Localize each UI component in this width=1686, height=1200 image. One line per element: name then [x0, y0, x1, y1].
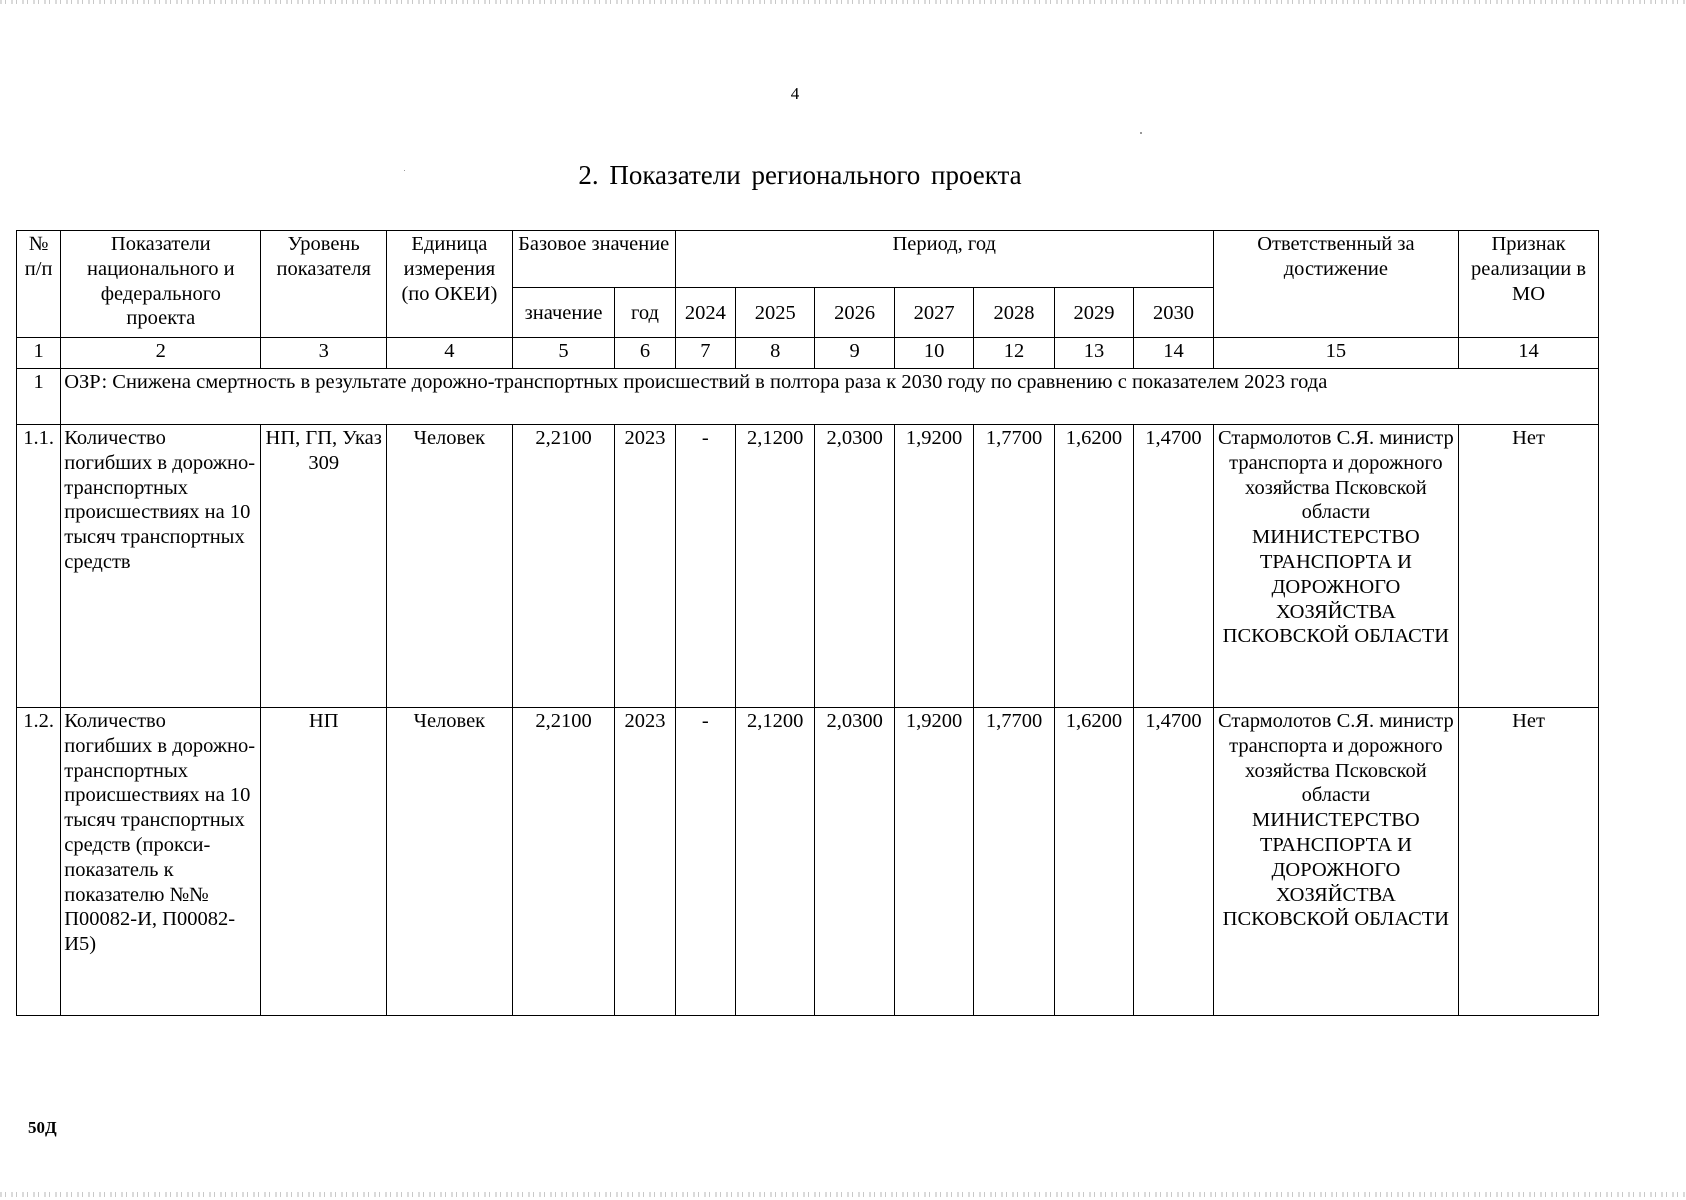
header-year: 2025: [735, 288, 814, 338]
header-unit: Единица измерения (по ОКЕИ): [387, 231, 513, 338]
row-value-2027: 1,9200: [894, 708, 973, 1016]
header-level: Уровень показателя: [261, 231, 387, 338]
scan-edge-top: [0, 0, 1686, 4]
row-mo-sign: Нет: [1459, 425, 1599, 708]
header-year: 2024: [675, 288, 735, 338]
row-unit: Человек: [387, 708, 513, 1016]
row-value-2025: 2,1200: [735, 425, 814, 708]
row-mo-sign: Нет: [1459, 708, 1599, 1016]
row-value-2029: 1,6200: [1054, 425, 1133, 708]
column-number: 1: [17, 338, 61, 369]
row-base-value: 2,2100: [512, 708, 615, 1016]
header-year: 2028: [974, 288, 1054, 338]
column-number: 4: [387, 338, 513, 369]
goal-row: [17, 369, 1599, 425]
column-number: 2: [61, 338, 261, 369]
column-number: 6: [615, 338, 675, 369]
row-value-2028: 1,7700: [974, 708, 1054, 1016]
row-value-2028: 1,7700: [974, 425, 1054, 708]
header-base-year: год: [615, 288, 675, 338]
row-level: НП, ГП, Указ 309: [261, 425, 387, 708]
row-base-year: 2023: [615, 425, 675, 708]
column-number: 8: [735, 338, 814, 369]
column-number: 12: [974, 338, 1054, 369]
row-value-2026: 2,0300: [815, 708, 894, 1016]
column-number: 7: [675, 338, 735, 369]
header-base: Базовое значение: [512, 231, 675, 288]
header-year: 2030: [1134, 288, 1214, 338]
row-base-year: 2023: [615, 708, 675, 1016]
header-mo-sign: Признак реализации в МО: [1459, 231, 1599, 338]
row-base-value: 2,2100: [512, 425, 615, 708]
row-indicator: Количество погибших в дорожно-транспортных происшествиях на 10 тысяч транспортных средств (прокси-показатель к показателю №№ П00082-И, П00082- И5): [61, 708, 261, 1016]
header-responsible: Ответственный за достижение: [1213, 231, 1458, 338]
scan-speck: [1140, 132, 1142, 134]
column-number: 14: [1134, 338, 1214, 369]
column-number: 13: [1054, 338, 1133, 369]
column-number: 15: [1213, 338, 1458, 369]
row-level: НП: [261, 708, 387, 1016]
row-value-2027: 1,9200: [894, 425, 973, 708]
header-period: Период, год: [675, 231, 1213, 288]
row-value-2025: 2,1200: [735, 708, 814, 1016]
row-num: 1.1.: [17, 425, 61, 708]
row-indicator: Количество погибших в дорожно-транспортных происшествиях на 10 тысяч транспортных средств: [61, 425, 261, 708]
row-value-2030: 1,4700: [1134, 425, 1214, 708]
page-number: 4: [790, 84, 800, 103]
header-year: 2029: [1054, 288, 1133, 338]
row-value-2024: -: [675, 425, 735, 708]
row-value-2030: 1,4700: [1134, 708, 1214, 1016]
goal-text: ОЗР: Снижена смертность в результате дорожно-транспортных происшествий в полтора раза к 2030 году по сравнению с показателем 2023 года: [61, 369, 1599, 425]
header-row-top: [17, 231, 1599, 288]
column-number: 5: [512, 338, 615, 369]
footer-code: 50Д: [28, 1118, 57, 1137]
indicators-table: [16, 230, 1599, 1016]
header-indicator: Показатели национального и федерального проекта: [61, 231, 261, 338]
row-unit: Человек: [387, 425, 513, 708]
row-responsible: Стармолотов С.Я. министр транспорта и дорожного хозяйства Псковской области МИНИСТЕРСТВО ТРАНСПОРТА И ДОРОЖНОГО ХОЗЯЙСТВА ПСКОВСКОЙ ОБЛАСТИ: [1213, 425, 1458, 708]
column-number: 14: [1459, 338, 1599, 369]
header-base-value: значение: [512, 288, 615, 338]
scan-edge-bottom: [0, 1192, 1686, 1197]
row-value-2029: 1,6200: [1054, 708, 1133, 1016]
table-row: [17, 425, 1599, 708]
column-number: 3: [261, 338, 387, 369]
section-title: 2. Показатели регионального проекта: [578, 160, 1022, 190]
row-value-2026: 2,0300: [815, 425, 894, 708]
row-num: 1.2.: [17, 708, 61, 1016]
column-number: 10: [894, 338, 973, 369]
header-year: 2026: [815, 288, 894, 338]
column-number: 9: [815, 338, 894, 369]
goal-num: 1: [17, 369, 61, 425]
row-responsible: Стармолотов С.Я. министр транспорта и дорожного хозяйства Псковской области МИНИСТЕРСТВО ТРАНСПОРТА И ДОРОЖНОГО ХОЗЯЙСТВА ПСКОВСКОЙ ОБЛАСТИ: [1213, 708, 1458, 1016]
header-num: № п/п: [17, 231, 61, 338]
header-year: 2027: [894, 288, 973, 338]
table-row: [17, 708, 1599, 1016]
column-numbers-row: [17, 338, 1599, 369]
row-value-2024: -: [675, 708, 735, 1016]
